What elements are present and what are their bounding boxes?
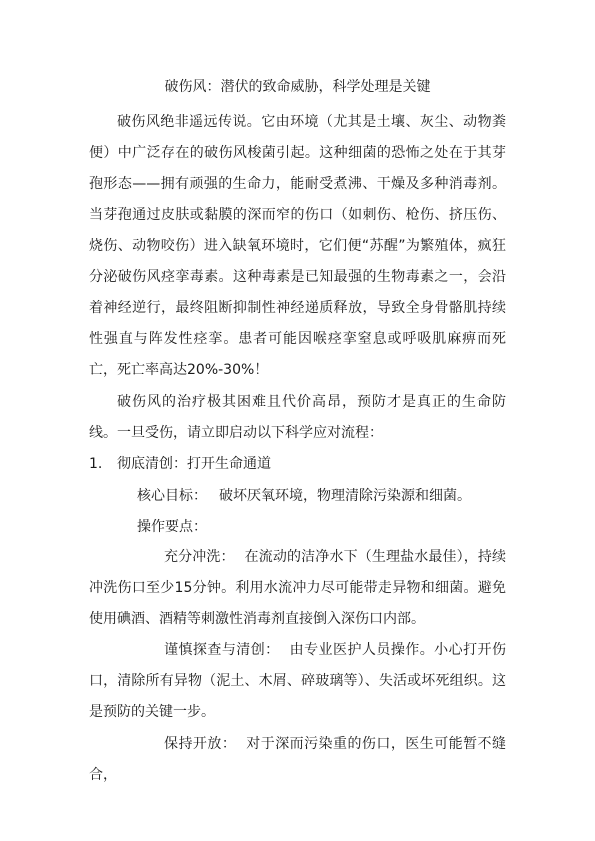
core-goal-label: 核心目标： bbox=[137, 488, 207, 504]
step-keep-open-text: 对于深而污染重的伤口，医生可能暂不缝合， bbox=[89, 736, 507, 783]
list-item-heading bbox=[89, 449, 271, 480]
list-number: 1. bbox=[89, 456, 103, 472]
document-title: 破伤风：潜伏的致命威胁，科学处理是关键 bbox=[164, 79, 431, 95]
list-heading-text: 彻底清创：打开生命通道 bbox=[117, 456, 271, 472]
step-keep-open bbox=[89, 729, 506, 791]
core-goal-text: 破坏厌氧环境，物理清除污染源和细菌。 bbox=[219, 488, 471, 504]
step-rinse-label: 充分冲洗： bbox=[164, 549, 235, 565]
core-goal-line bbox=[137, 481, 471, 512]
step-debride bbox=[89, 635, 506, 728]
step-rinse-text: 在流动的洁净水下（生理盐水最佳），持续冲洗伤口至少15分钟。利用水流冲力尽可能带走异物和细菌。避免使用碘酒、酒精等刺激性消毒剂直接倒入深伤口内部。 bbox=[89, 549, 507, 627]
step-debride-label: 谨慎探查与清创： bbox=[164, 642, 280, 658]
step-keep-open-label: 保持开放： bbox=[164, 736, 237, 752]
step-debride-text: 由专业医护人员操作。小心打开伤口，清除所有异物（泥土、木屑、碎玻璃等）、失活或坏死组织。这是预防的关键一步。 bbox=[89, 642, 507, 720]
intro-paragraph: 破伤风绝非遥远传说。它由环境（尤其是土壤、灰尘、动物粪便）中广泛存在的破伤风梭菌引起。这种细菌的恐怖之处在于其芽孢形态——拥有顽强的生命力，能耐受煮沸、干燥及多种消毒剂。当芽孢通过皮肤或黏膜的深而窄的伤口（如刺伤、枪伤、挤压伤、烧伤、动物咬伤）进入缺氧环境时，它们便“苏醒”为繁殖体，疯狂分泌破伤风痉挛毒素。这种毒素是已知最强的生物毒素之一，会沿着神经逆行，最终阻断抑制性神经递质释放，导致全身骨骼肌持续性强直与阵发性痉挛。患者可能因喉痉挛窒息或呼吸肌麻痹而死亡，死亡率高达20%-30%！ bbox=[89, 114, 506, 378]
operation-points-label: 操作要点： bbox=[137, 519, 207, 535]
step-rinse bbox=[89, 542, 506, 635]
prevention-paragraph: 破伤风的治疗极其困难且代价高昂，预防才是真正的生命防线。一旦受伤，请立即启动以下科学应对流程： bbox=[89, 394, 506, 441]
